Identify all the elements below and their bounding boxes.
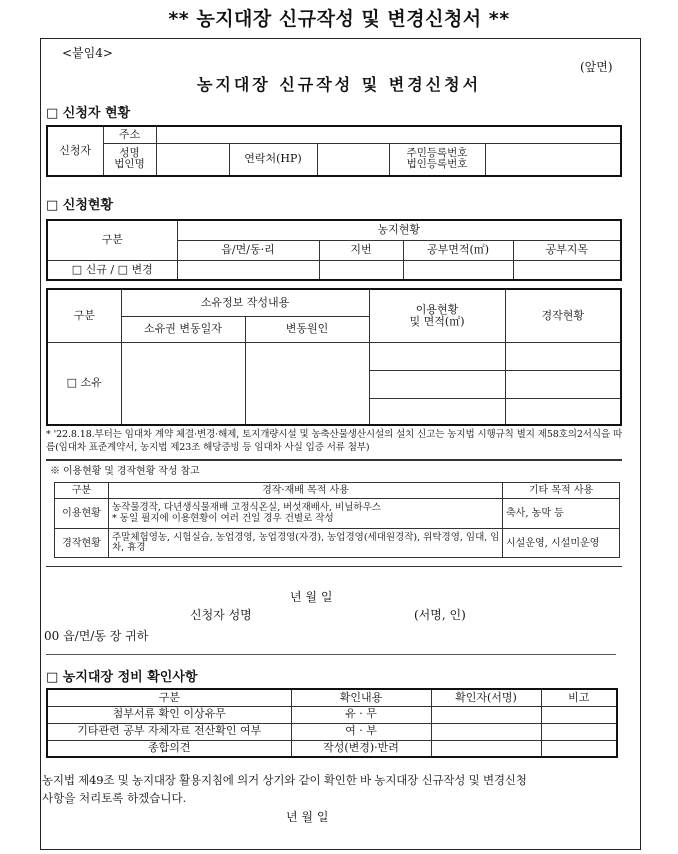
verify-remark-header: 비고 [541, 689, 617, 706]
application-date: 년 월 일 [290, 590, 333, 604]
district-col: 읍/면/동·리 [177, 240, 319, 260]
cultivation-field-2[interactable] [505, 370, 621, 398]
regno-field[interactable] [485, 143, 621, 176]
verify-docs-value[interactable]: 유 · 무 [291, 706, 431, 723]
land-status-label: 농지현황 [177, 220, 621, 240]
verify-records-value[interactable]: 여 · 부 [291, 723, 431, 740]
divider-2 [46, 566, 622, 567]
form-title: 농지대장 신규작성 및 변경신청서 [196, 75, 482, 94]
verify-records-remark[interactable] [541, 723, 617, 740]
verification-table [46, 688, 618, 758]
regno-label: 주민등록번호 법인등록번호 [389, 143, 485, 176]
usage-area-field-3[interactable] [369, 398, 505, 425]
name-field[interactable] [156, 143, 229, 176]
category-label-2: 구분 [47, 289, 121, 342]
cultivation-label: 경작현황 [505, 289, 621, 342]
lease-footnote: * '22.8.18.부터는 임대차 계약 체결·변경·해제, 토지개량시설 및 농축산물생산시설의 설치 신고는 농지법 시행규칙 별지 제58호의2서식을 따름(임대차 표준계약서, 농지법 제23조 해당증빙 등 임대차 사실 입증 서류 첨부) [46, 429, 623, 453]
closing-line-2: 사항을 처리토록 하겠습니다. [42, 791, 187, 805]
section-request-title: □ 신청현황 [46, 198, 114, 213]
area-col: 공부면적(㎡) [403, 240, 513, 260]
verify-signer-header: 확인자(서명) [431, 689, 541, 706]
closing-date: 년 월 일 [286, 810, 329, 824]
closing-line-1: 농지법 제49조 및 농지대장 활용지침에 의거 상기와 같이 확인한 바 농지대장 신규작성 및 변경신청 [42, 773, 527, 787]
cultivation-field-3[interactable] [505, 398, 621, 425]
section-applicant-title: □ 신청자 현황 [46, 106, 131, 121]
change-reason-label: 변동원인 [245, 316, 369, 342]
land-category-col: 공부지목 [513, 240, 621, 260]
applicant-table [46, 125, 622, 177]
ref-usage-other: 축사, 농막 등 [503, 499, 620, 529]
verify-category-header: 구분 [47, 689, 291, 706]
ref-cultivation-text: 주말체험영농, 시험실습, 농업경영, 농업경영(자경), 농업경영(세대원경작), 위탁경영, 임대, 임차, 휴경 [109, 529, 503, 558]
verify-opinion-remark[interactable] [541, 740, 617, 757]
reference-title: ※ 이용현황 및 경작현황 작성 참고 [50, 466, 200, 477]
reference-table [54, 482, 620, 558]
verify-records-label: 기타관련 공부 자체자료 전산확인 여부 [47, 723, 291, 740]
front-side-label: (앞면) [580, 60, 613, 74]
ref-farming-header: 경작·재배 목적 사용 [109, 483, 503, 499]
new-or-change-checkbox[interactable]: □ 신규 / □ 변경 [47, 260, 177, 280]
usage-area-field-1[interactable] [369, 342, 505, 370]
area-field[interactable] [403, 260, 513, 280]
verify-records-signer[interactable] [431, 723, 541, 740]
ref-other-header: 기타 목적 사용 [503, 483, 620, 499]
phone-field[interactable] [317, 143, 389, 176]
cultivation-field-1[interactable] [505, 342, 621, 370]
ref-category-header: 구분 [55, 483, 109, 499]
land-status-table [46, 219, 622, 281]
applicant-label: 신청자 [47, 126, 103, 176]
change-reason-field[interactable] [245, 342, 369, 425]
ref-cultivation-other: 시설운영, 시설미운영 [503, 529, 620, 558]
ref-usage-text: 농작물경작, 다년생식물재배 고정식온실, 버섯재배사, 비닐하우스 * 동일 필지에 이용현황이 여러 건일 경우 건별로 작성 [109, 499, 503, 529]
change-date-field[interactable] [121, 342, 245, 425]
addressee: 00 읍/면/동 장 귀하 [44, 629, 149, 643]
ref-cultivation-label: 경작현황 [55, 529, 109, 558]
ref-usage-label: 이용현황 [55, 499, 109, 529]
section-verification-title: □ 농지대장 정비 확인사항 [46, 670, 198, 685]
category-label: 구분 [47, 220, 177, 260]
verify-opinion-signer[interactable] [431, 740, 541, 757]
usage-area-label: 이용현황 및 면적(㎡) [369, 289, 505, 342]
owner-info-label: 소유정보 작성내용 [121, 289, 369, 316]
verify-docs-label: 첨부서류 확인 이상유무 [47, 706, 291, 723]
lot-number-field[interactable] [319, 260, 403, 280]
verify-opinion-label: 종합의견 [47, 740, 291, 757]
verify-opinion-value[interactable]: 작성(변경)·반려 [291, 740, 431, 757]
change-date-label: 소유권 변동일자 [121, 316, 245, 342]
banner-title: ** 농지대장 신규작성 및 변경신청서 ** [168, 8, 510, 30]
verify-docs-remark[interactable] [541, 706, 617, 723]
district-field[interactable] [177, 260, 319, 280]
address-field[interactable] [156, 126, 621, 143]
land-category-field[interactable] [513, 260, 621, 280]
ownership-table [46, 288, 622, 426]
verify-content-header: 확인내용 [291, 689, 431, 706]
verify-docs-signer[interactable] [431, 706, 541, 723]
name-label: 성명 법인명 [103, 143, 156, 176]
address-label: 주소 [103, 126, 156, 143]
usage-area-field-2[interactable] [369, 370, 505, 398]
attachment-label: <붙임4> [62, 46, 113, 60]
divider-3 [46, 654, 616, 655]
ownership-checkbox[interactable]: □ 소유 [47, 342, 121, 425]
lot-number-col: 지번 [319, 240, 403, 260]
signature-seal-label: (서명, 인) [414, 608, 466, 622]
applicant-name-label: 신청자 성명 [190, 608, 252, 622]
divider [46, 459, 622, 461]
phone-label: 연락처(HP) [229, 143, 317, 176]
